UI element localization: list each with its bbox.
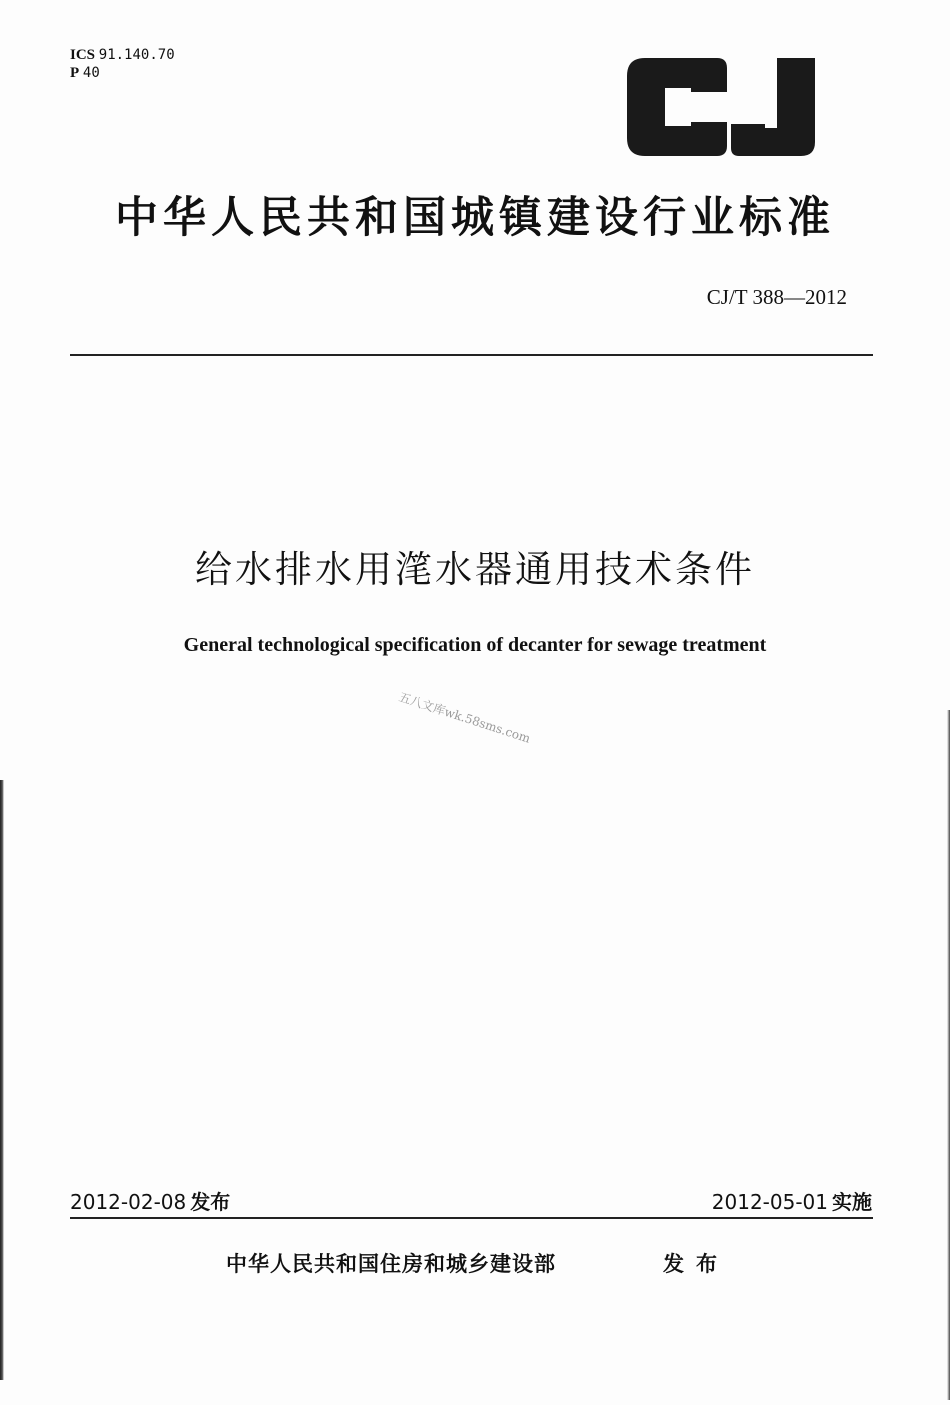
- ics-line: [70, 46, 175, 64]
- watermark: 五八文库wk.58sms.com: [397, 689, 533, 746]
- category-code: 40: [82, 65, 100, 81]
- implement-date: 2012-05-01: [711, 1190, 828, 1214]
- bottom-divider: [70, 1217, 873, 1219]
- issue-date: 2012-02-08: [70, 1190, 187, 1214]
- publisher: 中华人民共和国住房和城乡建设部: [226, 1252, 556, 1276]
- ics-label: ICS: [70, 47, 96, 63]
- issue-date-block: [70, 1186, 230, 1215]
- ics-code: 91.140.70: [98, 47, 175, 63]
- implement-label: 实施: [832, 1190, 872, 1214]
- top-divider: [70, 354, 873, 356]
- cj-logo: [625, 58, 817, 156]
- implement-date-block: [712, 1186, 872, 1215]
- category-label: P: [70, 65, 80, 81]
- issue-label: 发布: [190, 1190, 231, 1214]
- scan-edge-left: [0, 780, 4, 1380]
- standard-name: 中华人民共和国城镇建设行业标准: [115, 193, 835, 243]
- document-title-en: General technological specification of decanter for sewage treatment: [183, 634, 767, 656]
- publish-label: 发布: [663, 1252, 729, 1276]
- standard-number: CJ/T 388—2012: [706, 285, 847, 309]
- category-line: [70, 64, 175, 82]
- document-title-cn: 给水排水用滗水器通用技术条件: [195, 548, 755, 591]
- classification-codes: [70, 46, 175, 82]
